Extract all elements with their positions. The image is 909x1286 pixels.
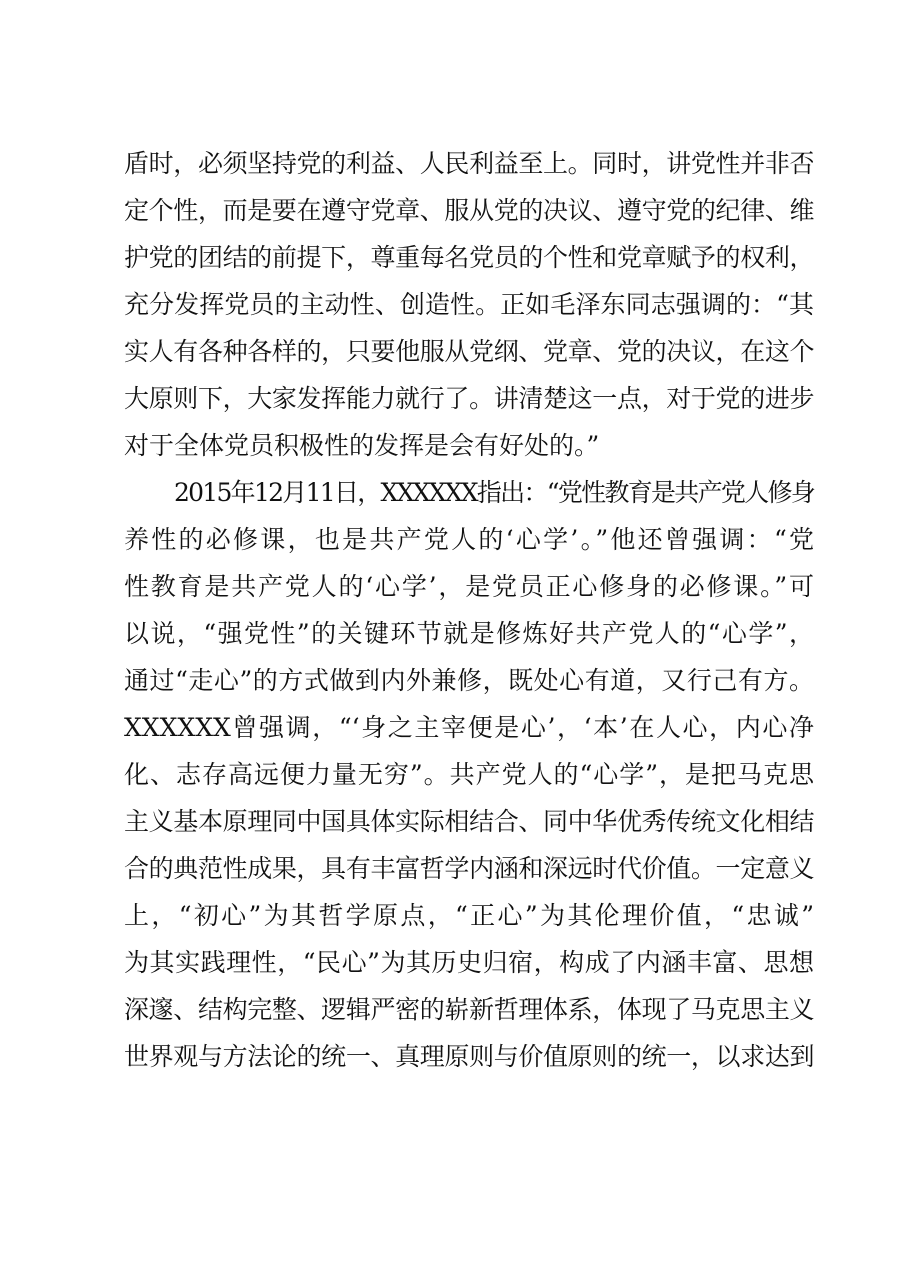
text-line: 以说，“强党性”的关键环节就是修炼好共产党人的“心学”， <box>124 619 814 648</box>
text-line: 化、志存高远便力量无穷”。共产党人的“心学”，是把马克思 <box>124 760 814 789</box>
text-line: 大原则下，大家发挥能力就行了。讲清楚这一点，对于党的进步 <box>124 384 814 413</box>
text-line: 养性的必修课，也是共产党人的‘心学’。”他还曾强调：“党 <box>124 525 814 554</box>
text-line: 上，“初心”为其哲学原点，“正心”为其伦理价值，“忠诚” <box>124 901 814 930</box>
paragraph-last-line: 对于全体党员积极性的发挥是会有好处的。” <box>124 431 600 460</box>
text-line: 世界观与方法论的统一、真理原则与价值原则的统一，以求达到 <box>124 1042 814 1071</box>
text-line: 通过“走心”的方式做到内外兼修，既处心有道，又行己有方。 <box>124 666 814 695</box>
text-line: 为其实践理性，“民心”为其历史归宿，构成了内涵丰富、思想 <box>124 948 814 977</box>
text-line: 盾时，必须坚持党的利益、人民利益至上。同时，讲党性并非否 <box>124 149 814 178</box>
text-line: 充分发挥党员的主动性、创造性。正如毛泽东同志强调的：“其 <box>124 290 814 319</box>
body-text <box>124 140 814 1080</box>
text-line: 深邃、结构完整、逻辑严密的崭新哲理体系，体现了马克思主义 <box>124 995 814 1024</box>
paragraph-first-line: 2015年12月11日，XXXXXX指出：“党性教育是共产党人修身 <box>174 478 814 507</box>
text-line: 性教育是共产党人的‘心学’，是党员正心修身的必修课。”可 <box>124 572 814 601</box>
text-line: 主义基本原理同中国具体实际相结合、同中华优秀传统文化相结 <box>124 807 814 836</box>
text-line: 护党的团结的前提下，尊重每名党员的个性和党章赋予的权利， <box>124 243 814 272</box>
text-line: XXXXXX曾强调，“‘身之主宰便是心’，‘本’在人心，内心净 <box>124 713 814 742</box>
text-line: 实人有各种各样的，只要他服从党纲、党章、党的决议，在这个 <box>124 337 814 366</box>
text-line: 定个性，而是要在遵守党章、服从党的决议、遵守党的纪律、维 <box>124 196 814 225</box>
text-line: 合的典范性成果，具有丰富哲学内涵和深远时代价值。一定意义 <box>124 854 814 883</box>
